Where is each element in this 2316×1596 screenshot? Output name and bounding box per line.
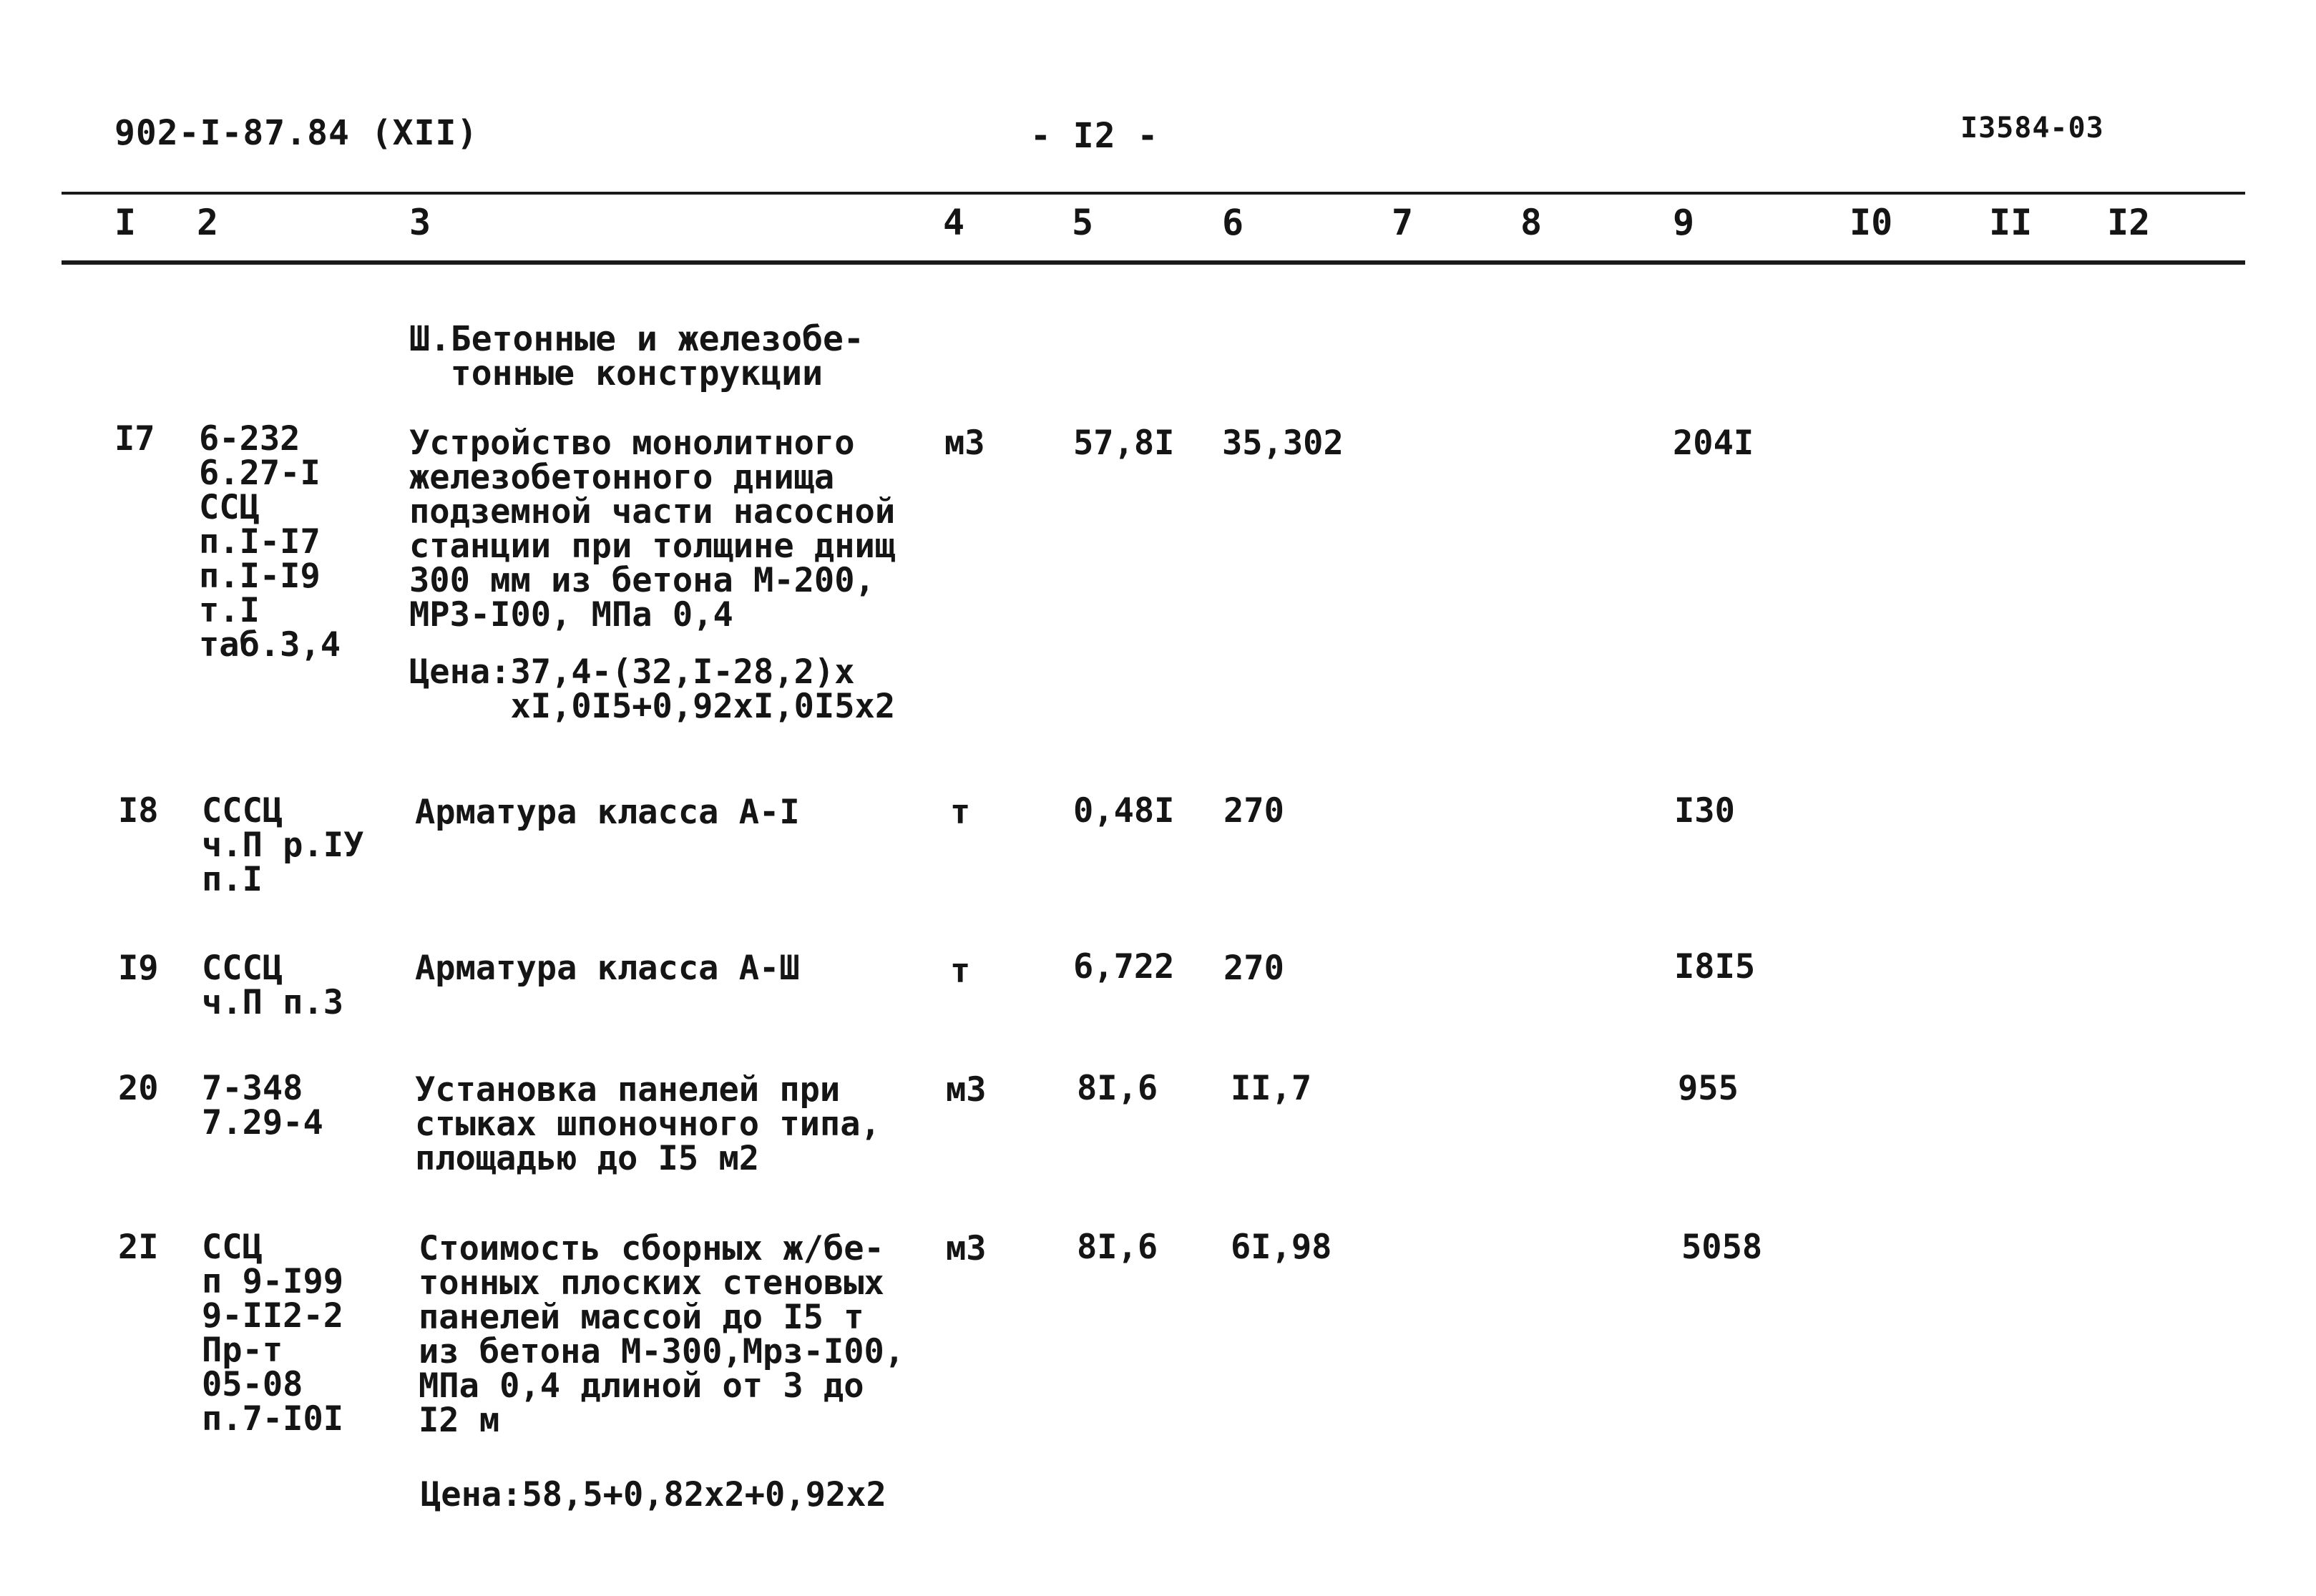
row-unit: м3 xyxy=(944,424,985,463)
row-description: Арматура класса А-I xyxy=(415,793,800,832)
row-reference: 6-232 6.27-I ССЦ п.I-I7 п.I-I9 т.I таб.3,4 xyxy=(199,419,341,665)
row-number: I9 xyxy=(118,949,159,988)
row-reference: СССЦ ч.П р.IУ п.I xyxy=(202,791,364,899)
row-reference: 7-348 7.29-4 xyxy=(202,1069,323,1142)
row-unit-cost: 35,302 xyxy=(1222,424,1344,463)
column-header: I xyxy=(114,202,137,243)
column-header: 6 xyxy=(1222,202,1244,243)
row-reference: СССЦ ч.П п.3 xyxy=(202,949,344,1022)
row-unit-cost: 270 xyxy=(1223,791,1284,831)
row-description: Арматура класса А-Ш xyxy=(415,949,800,988)
row-quantity: 8I,6 xyxy=(1077,1069,1158,1108)
row-total: 955 xyxy=(1678,1069,1739,1108)
row-number: I8 xyxy=(118,791,159,831)
row-number: 2I xyxy=(118,1228,159,1267)
row-total: I30 xyxy=(1674,791,1735,831)
row-quantity: 6,722 xyxy=(1073,947,1175,987)
row-number: 20 xyxy=(118,1069,159,1108)
row-unit-cost: II,7 xyxy=(1231,1069,1312,1108)
row-unit-cost: 6I,98 xyxy=(1231,1228,1332,1267)
row-total: I8I5 xyxy=(1674,947,1756,987)
row-unit: т xyxy=(950,951,971,991)
row-number: I7 xyxy=(114,419,155,459)
column-header: 3 xyxy=(409,202,431,243)
column-header: 8 xyxy=(1520,202,1543,243)
page-number: - I2 - xyxy=(1030,116,1159,156)
row-description: Стоимость сборных ж/бе- тонных плоских стеновых панелей массой до I5 т из бетона М-300,Мрз-I00, МПа 0,4 длиной от 3 до I2 м xyxy=(419,1229,905,1440)
column-header: 7 xyxy=(1392,202,1414,243)
column-header: I2 xyxy=(2107,202,2151,243)
row-quantity: 57,8I xyxy=(1073,424,1175,463)
column-header: II xyxy=(1989,202,2033,243)
row-unit: т xyxy=(950,793,971,832)
column-header: 2 xyxy=(197,202,219,243)
section-title: Ш.Бетонные и железобе- тонные конструкции xyxy=(409,319,864,393)
table-top-rule xyxy=(62,192,2245,195)
row-price-formula: Цена:37,4-(32,I-28,2)х хI,0I5+0,92хI,0I5х2 xyxy=(409,652,896,726)
row-total: 5058 xyxy=(1681,1228,1763,1267)
row-description: Установка панелей при стыках шпоночного типа, площадью до I5 м2 xyxy=(415,1070,881,1178)
row-quantity: 8I,6 xyxy=(1077,1228,1158,1267)
row-total: 204I xyxy=(1673,424,1754,463)
document-code: 902-I-87.84 (XII) xyxy=(114,113,479,153)
registration-number: I3584-03 xyxy=(1960,112,2104,145)
table-header-rule xyxy=(62,260,2245,265)
row-quantity: 0,48I xyxy=(1073,791,1175,831)
column-header: 5 xyxy=(1072,202,1094,243)
column-header: 4 xyxy=(943,202,965,243)
column-header: I0 xyxy=(1850,202,1893,243)
column-header: 9 xyxy=(1673,202,1695,243)
row-price-formula: Цена:58,5+0,82х2+0,92х2 xyxy=(421,1475,886,1514)
row-reference: ССЦ п 9-I99 9-II2-2 Пр-т 05-08 п.7-I0I xyxy=(202,1228,344,1439)
row-unit: м3 xyxy=(946,1229,987,1268)
row-unit-cost: 270 xyxy=(1223,949,1284,988)
row-description: Устройство монолитного железобетонного днища подземной части насосной станции при толщине днищ 300 мм из бетона М-200, МРЗ-I00, МПа 0,4 xyxy=(409,424,896,635)
row-unit: м3 xyxy=(946,1070,987,1110)
